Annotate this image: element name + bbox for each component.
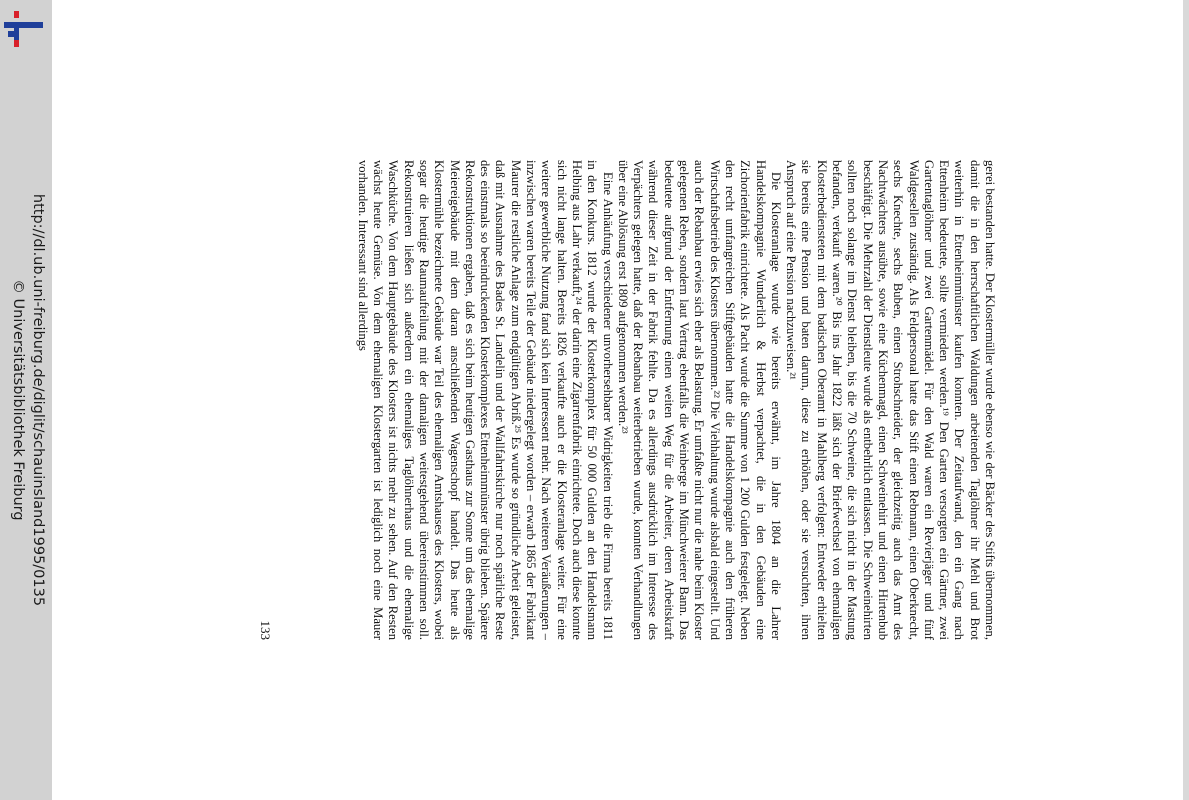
copyright-notice: © Universitätsbibliothek Freiburg [10,279,26,521]
paragraph-3: Eine Anhäufung verschiedener unvorhersehbarer Widrigkeiten trieb die Firma bereits 1811 in den Konkurs. 1812 wurde der Klosterkomplex für 50 000 Gulden an den Handelsmann Helbing aus Lahr verkauft,²⁴ der darin eine Zigarrenfabrik einrichtete. Doch auch diese konnte sich nicht lange halten. Bereits 1826 verkaufte auch er die Klosteranlage weiter. Für eine weitere gewerbliche Nutzung fand sich kein Interessent mehr. Nach weiteren Veräußerungen – inzwischen waren bereits Teile der Gebäude niedergelegt worden – erwarb 1865 der Fabrikant Maurer die restliche Anlage zum endgültigen Abriß.²⁵ Es wurde so gründliche Arbeit geleistet, daß mit Ausnahme des Bades St. Landelin und der Wallfahrtskirche nur noch spärliche Reste des einstmals so beeindruckenden Klosterkomplexes Ettenheimmünster übrig blieben. Spätere Rekonstruktionen ergaben, daß es sich beim heutigen Gasthaus zur Sonne um das ehemalige Meiereigebäude mit dem daran anschließenden Wagenschopf handelt. Das heute als Klostermühle bezeichnete Gebäude war Teil des ehemaligen Amtshauses des Klosters, wobei sogar die heutige Raumaufteilung mit der damaligen weitestgehend übereinstimmen soll. Rekonstruieren ließen sich außerdem ein ehemaliges Taglöhnerhaus und die ehemalige Waschküche. Von dem Hauptgebäude des Klosters ist nichts mehr zu sehen. Auf den Resten wächst heute Gemüse. Von dem ehemaligen Klostergarten ist lediglich noch eine Mauer vorhanden. Interessant sind allerdings [355,160,615,640]
paragraph-1: gerei bestanden hatte. Der Klostermüller wurde ebenso wie der Bäcker des Stifts übernommen, damit die in den herrschaftlichen Waldungen arbeitenden Taglöhner ihr Mehl und Brot weiterhin in Ettenheimmünster kaufen konnten. Der Zeitaufwand, den ein Gang nach Ettenheim bedeutete, sollte vermieden werden.¹⁹ Den Garten versorgten ein Gärtner, zwei Gartentaglöhner und zwei Gartenmädel. Für den Wald waren ein Revierjäger und fünf Waldgesellen zuständig. Als Feldpersonal hatte das Stift einen Rebmann, einen Oberknecht, sechs Knechte, sechs Buben, einen Strohschneider, der gleichzeitig auch das Amt des Nachtwächters ausübte, sowie eine Küchenmagd, einen Schweinehirt und einen Hirtenbub beschäftigt. Die Mehrzahl der Dienstleute wurde als entbehrlich entlassen. Die Schweinehirten sollten noch solange im Dienst bleiben, bis die 70 Schweine, die sich nicht in der Mastung befanden, verkauft waren.²⁰ Bis ins Jahr 1822 läßt sich der Briefwechsel von ehemaligen Klosterbediensteten mit dem badischen Oberamt in Mahlberg verfolgen: Entweder erhielten sie bereits eine Pension und baten darum, diese zu erhöhen, oder sie versuchten, ihren Anspruch auf eine Pension nachzuweisen.²¹ [784,160,997,640]
page-right-edge [1183,0,1189,800]
scanned-page [252,160,997,640]
source-url[interactable]: http://dl.ub.uni-freiburg.de/diglit/schauinsland1995/0135 [30,193,46,607]
source-caption [4,0,48,800]
page-number: 133 [258,620,274,640]
page-body [282,160,997,640]
paragraph-2: Die Klosteranlage wurde wie bereits erwähnt, im Jahre 1804 an die Lahrer Handelskompagnie Wunderlich & Herbst verpachtet, die in den Gebäuden eine Zichorienfabrik einrichtete. Als Pacht wurde die Summe von 1 200 Gulden festgelegt. Neben den recht umfangreichen Stiftgebäuden hatte die Handelskompagnie auch den früheren Wirtschaftsbetrieb des Klosters übernommen.²² Die Viehhaltung wurde alsbald eingestellt. Und auch der Rebanbau erwies sich eher als Belastung. Er umfaßte nicht nur die nahe beim Kloster gelegenen Reben, sondern laut Vertrag ebenfalls die Weinberge im Münchweierer Bann. Das bedeutete aufgrund der Entfernung einen weiten Weg für die Arbeiter, deren Arbeitskraft während dieser Zeit in der Fabrik fehlte. Da es allerdings ausdrücklich im Interesse des Verpächters gelegen hatte, daß der Rebanbau weiterbetrieben wurde, konnten Verhandlungen über eine Ablösung erst 1809 aufgenommen werden.²³ [615,160,783,640]
viewer-sidebar [0,0,52,800]
